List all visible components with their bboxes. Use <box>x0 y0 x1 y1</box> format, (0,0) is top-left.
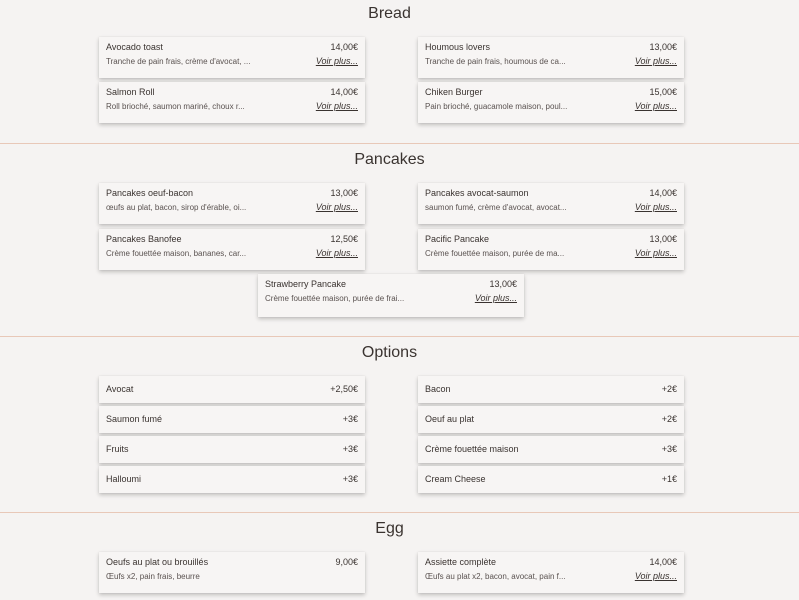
option-item-card[interactable] <box>99 376 365 403</box>
item-name: Salmon Roll <box>106 87 155 97</box>
option-name: Oeuf au plat <box>425 414 475 424</box>
menu-item-card[interactable] <box>418 552 684 593</box>
item-price: 13,00€ <box>489 279 517 289</box>
section-title-bread: Bread <box>368 5 411 22</box>
see-more-link[interactable]: Voir plus... <box>634 202 677 212</box>
option-price: +3€ <box>342 444 358 454</box>
menu-item-card[interactable] <box>99 183 365 224</box>
item-price: 13,00€ <box>649 42 677 52</box>
item-description: Crème fouettée maison, purée de ma... <box>425 249 565 258</box>
option-name: Fruits <box>106 444 129 454</box>
see-more-link[interactable]: Voir plus... <box>315 202 358 212</box>
option-name: Avocat <box>106 384 134 394</box>
option-price: +3€ <box>342 474 358 484</box>
option-item-card[interactable] <box>99 436 365 463</box>
item-description: Œufs au plat x2, bacon, avocat, pain f... <box>425 572 566 581</box>
option-name: Halloumi <box>106 474 142 484</box>
menu-item-card[interactable] <box>99 229 365 270</box>
option-item-card[interactable] <box>99 466 365 493</box>
item-price: 14,00€ <box>330 87 358 97</box>
option-name: Saumon fumé <box>106 414 163 424</box>
menu-item-card[interactable] <box>99 37 365 78</box>
item-name: Pancakes avocat-saumon <box>425 188 529 198</box>
item-price: 12,50€ <box>330 234 358 244</box>
item-description: saumon fumé, crème d'avocat, avocat... <box>425 203 567 212</box>
item-description: Tranche de pain frais, crème d'avocat, ... <box>106 57 251 66</box>
section-divider <box>0 336 799 337</box>
option-price: +2€ <box>661 384 677 394</box>
menu-item-card[interactable] <box>418 37 684 78</box>
menu-item-card[interactable] <box>99 552 365 593</box>
item-name: Chiken Burger <box>425 87 483 97</box>
option-price: +1€ <box>661 474 677 484</box>
see-more-link[interactable]: Voir plus... <box>315 56 358 66</box>
item-price: 13,00€ <box>649 234 677 244</box>
see-more-link[interactable]: Voir plus... <box>315 101 358 111</box>
item-description: Tranche de pain frais, houmous de ca... <box>425 57 566 66</box>
item-price: 14,00€ <box>330 42 358 52</box>
item-description: Crème fouettée maison, bananes, car... <box>106 249 247 258</box>
item-price: 13,00€ <box>330 188 358 198</box>
item-price: 14,00€ <box>649 557 677 567</box>
item-name: Assiette complète <box>425 557 497 567</box>
item-price: 9,00€ <box>335 557 358 567</box>
section-title-egg: Egg <box>375 520 404 537</box>
section-title-options: Options <box>361 344 418 361</box>
item-description: Pain brioché, guacamole maison, poul... <box>425 102 568 111</box>
option-price: +3€ <box>661 444 677 454</box>
see-more-link[interactable]: Voir plus... <box>634 571 677 581</box>
option-item-card[interactable] <box>418 376 684 403</box>
option-item-card[interactable] <box>99 406 365 433</box>
section-divider <box>0 143 799 144</box>
item-name: Strawberry Pancake <box>265 279 347 289</box>
section-title-pancakes: Pancakes <box>354 151 425 168</box>
see-more-link[interactable]: Voir plus... <box>634 56 677 66</box>
menu-item-card[interactable] <box>99 82 365 123</box>
item-description: Crème fouettée maison, purée de frai... <box>265 294 405 303</box>
item-name: Pancakes Banofee <box>106 234 182 244</box>
option-name: Cream Cheese <box>425 474 486 484</box>
item-name: Pacific Pancake <box>425 234 490 244</box>
section-divider <box>0 512 799 513</box>
item-name: Oeufs au plat ou brouillés <box>106 557 209 567</box>
menu-item-card[interactable] <box>418 183 684 224</box>
see-more-link[interactable]: Voir plus... <box>634 101 677 111</box>
option-price: +2€ <box>661 414 677 424</box>
option-item-card[interactable] <box>418 436 684 463</box>
item-name: Pancakes oeuf-bacon <box>106 188 194 198</box>
menu-item-card[interactable] <box>418 82 684 123</box>
option-item-card[interactable] <box>418 406 684 433</box>
menu-item-card[interactable] <box>258 274 524 317</box>
item-name: Avocado toast <box>106 42 163 52</box>
item-name: Houmous lovers <box>425 42 491 52</box>
item-price: 15,00€ <box>649 87 677 97</box>
option-item-card[interactable] <box>418 466 684 493</box>
see-more-link[interactable]: Voir plus... <box>634 248 677 258</box>
option-price: +2,50€ <box>330 384 358 394</box>
item-price: 14,00€ <box>649 188 677 198</box>
option-name: Crème fouettée maison <box>425 444 519 454</box>
see-more-link[interactable]: Voir plus... <box>474 293 517 303</box>
item-description: Œufs x2, pain frais, beurre <box>106 572 200 581</box>
see-more-link[interactable]: Voir plus... <box>315 248 358 258</box>
item-description: Roll brioché, saumon mariné, choux r... <box>106 102 245 111</box>
option-price: +3€ <box>342 414 358 424</box>
item-description: œufs au plat, bacon, sirop d'érable, oi... <box>106 203 247 212</box>
option-name: Bacon <box>425 384 451 394</box>
menu-item-card[interactable] <box>418 229 684 270</box>
